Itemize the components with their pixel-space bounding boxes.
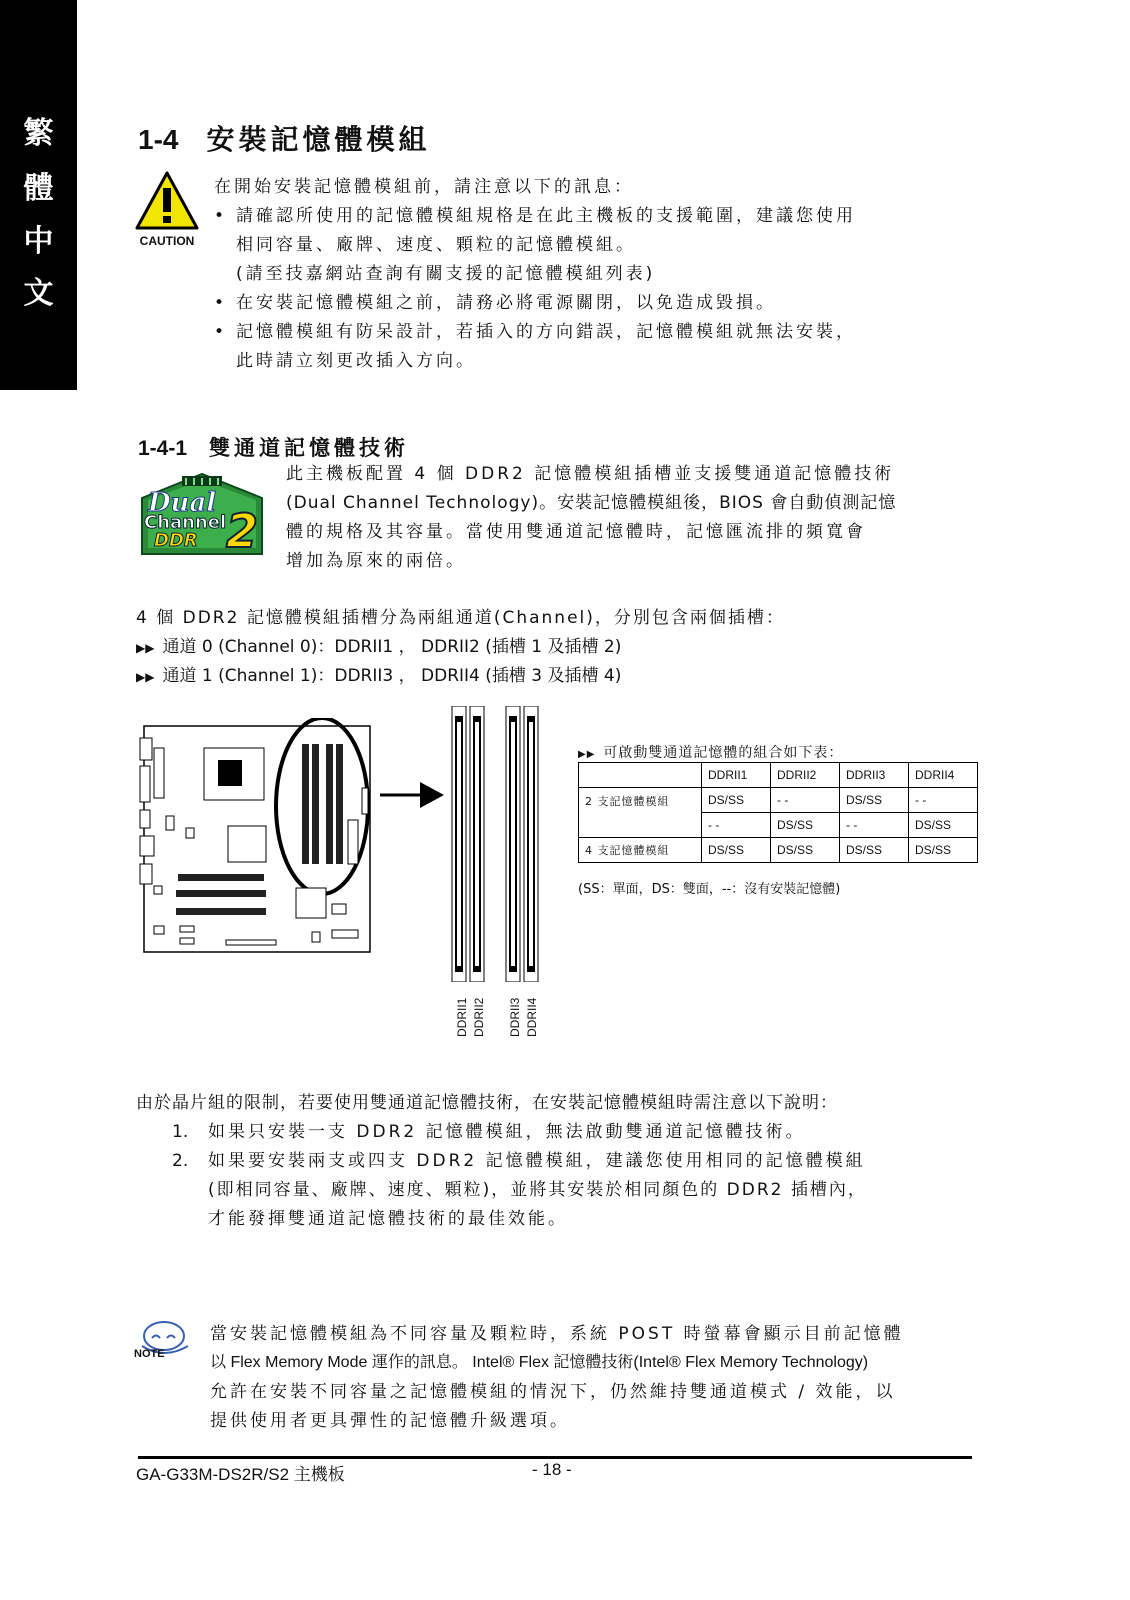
channel-1-text: 通道 1 (Channel 1)：DDRII3 ， DDRII4 (插槽 3 及插槽 4) <box>162 666 622 686</box>
sidebar-char: 繁 <box>23 116 54 151</box>
table-row <box>579 838 978 863</box>
bullet-dot: • <box>214 322 228 342</box>
section-title: 安裝記憶體模組 <box>206 123 431 156</box>
combo-table-wrap <box>578 762 978 863</box>
channels-intro: 4 個 DDR2 記憶體模組插槽分為兩組通道(Channel)，分別包含兩個插槽： <box>136 608 785 628</box>
channel-0-text: 通道 0 (Channel 0)：DDRII1 ， DDRII2 (插槽 1 及插槽 2) <box>162 637 622 657</box>
table-header-cell: DDRII4 <box>909 763 978 788</box>
note-line: 當安裝記憶體模組為不同容量及顆粒時，系統 POST 時螢幕會顯示目前記憶體 <box>210 1324 904 1344</box>
note-line: 提供使用者更具彈性的記憶體升級選項。 <box>210 1411 570 1431</box>
double-arrow-icon: ▶▶ <box>136 641 155 655</box>
logo-text-2: 2 <box>226 504 259 558</box>
table-header-cell: DDRII2 <box>771 763 840 788</box>
table-row-label: 4 支記憶體模組 <box>579 838 702 863</box>
channel-0-line <box>136 632 621 657</box>
sidebar-char: 中 <box>23 224 54 259</box>
slot-label-container <box>508 986 522 1038</box>
slot-label-container <box>472 986 486 1038</box>
caution-bullet-text: 在安裝記憶體模組之前，請務必將電源關閉，以免造成毀損。 <box>236 293 776 313</box>
limits-item-text: 如果要安裝兩支或四支 DDR2 記憶體模組，建議您使用相同的記憶體模組 <box>208 1151 866 1171</box>
table-cell: DS/SS <box>909 838 978 863</box>
table-cell: - - <box>840 813 909 838</box>
subsection-title: 雙通道記憶體技術 <box>209 436 410 460</box>
caution-label: CAUTION <box>139 234 195 248</box>
slot-label: DDRII1 <box>455 997 469 1037</box>
table-row <box>579 763 978 788</box>
limits-item-cont: (即相同容量、廠牌、速度、顆粒)，並將其安裝於相同顏色的 DDR2 插槽內， <box>208 1180 867 1200</box>
section-heading <box>138 118 430 158</box>
bullet-dot: • <box>214 206 228 226</box>
limits-item-number: 1. <box>172 1122 189 1142</box>
table-row <box>579 788 978 813</box>
language-sidebar <box>0 0 77 390</box>
note-label: NOTE <box>134 1348 165 1360</box>
dual-channel-ddr2-logo <box>138 470 266 560</box>
caution-intro: 在開始安裝記憶體模組前，請注意以下的訊息： <box>214 177 634 197</box>
limits-intro: 由於晶片組的限制，若要使用雙通道記憶體技術，在安裝記憶體模組時需注意以下說明： <box>136 1093 838 1113</box>
caution-bullet <box>214 288 776 318</box>
note-icon <box>134 1316 190 1366</box>
table-cell: DS/SS <box>771 813 840 838</box>
limits-item-cont: 才能發揮雙通道記憶體技術的最佳效能。 <box>208 1209 568 1229</box>
table-cell: DS/SS <box>771 838 840 863</box>
right-arrow-icon <box>380 778 444 812</box>
channel-1-line <box>136 661 621 686</box>
table-cell: DS/SS <box>702 788 771 813</box>
dual-intro-line: 增加為原來的兩倍。 <box>286 551 466 571</box>
sidebar-char: 文 <box>23 276 54 311</box>
note-line: 允許在安裝不同容量之記憶體模組的情況下，仍然維持雙通道模式 / 效能，以 <box>210 1382 896 1402</box>
slot-label: DDRII3 <box>508 997 522 1037</box>
combo-legend: (SS：單面，DS：雙面，--：沒有安裝記憶體) <box>578 882 841 897</box>
caution-bullet-text: 記憶體模組有防呆設計，若插入的方向錯誤，記憶體模組就無法安裝， <box>236 322 856 342</box>
combo-table <box>578 762 978 863</box>
combo-caption-text: 可啟動雙通道記憶體的組合如下表： <box>603 745 844 761</box>
caution-bullet-cont: 此時請立刻更改插入方向。 <box>236 351 476 371</box>
limits-item-text: 如果只安裝一支 DDR2 記憶體模組，無法啟動雙通道記憶體技術。 <box>208 1122 806 1142</box>
double-arrow-icon: ▶▶ <box>136 670 155 684</box>
double-arrow-icon: ▶▶ <box>578 749 596 760</box>
dual-intro-line: 此主機板配置 4 個 DDR2 記憶體模組插槽並支援雙通道記憶體技術 <box>286 464 895 484</box>
table-cell: DS/SS <box>909 813 978 838</box>
table-header-cell: DDRII3 <box>840 763 909 788</box>
slot-label-container <box>455 986 469 1038</box>
logo-text-channel: Channel <box>144 512 227 533</box>
caution-bullet-cont: 相同容量、廠牌、速度、顆粒的記憶體模組。 <box>236 235 636 255</box>
limits-item <box>172 1146 866 1176</box>
section-number: 1-4 <box>138 124 179 155</box>
table-cell: DS/SS <box>840 838 909 863</box>
limits-item <box>172 1117 806 1147</box>
dual-intro-line: 體的規格及其容量。當使用雙通道記憶體時，記憶匯流排的頻寬會 <box>286 522 866 542</box>
table-cell: - - <box>702 813 771 838</box>
logo-text-dual: Dual <box>148 488 217 518</box>
page-number: - 18 - <box>532 1460 572 1479</box>
logo-text-ddr: DDR <box>154 530 198 551</box>
caution-bullet <box>214 317 856 347</box>
dimm-slots-zoom <box>450 706 550 982</box>
table-cell: DS/SS <box>702 838 771 863</box>
table-cell: - - <box>771 788 840 813</box>
caution-bullet-text: 請確認所使用的記憶體模組規格是在此主機板的支援範圍，建議您使用 <box>236 206 856 226</box>
note-line: 以 Flex Memory Mode 運作的訊息。 Intel® Flex 記憶體技術(Intel® Flex Memory Technology) <box>210 1354 869 1371</box>
slot-label: DDRII4 <box>525 997 539 1037</box>
caution-bullet <box>214 201 856 231</box>
footer-model: GA-G33M-DS2R/S2 主機板 <box>136 1465 345 1484</box>
table-row-label: 2 支記憶體模組 <box>579 788 702 838</box>
table-header-cell <box>579 763 702 788</box>
table-cell: - - <box>909 788 978 813</box>
limits-item-number: 2. <box>172 1151 189 1171</box>
table-cell: DS/SS <box>840 788 909 813</box>
footer-divider <box>138 1456 972 1459</box>
caution-icon <box>134 170 200 246</box>
combo-caption <box>578 742 843 762</box>
motherboard-diagram <box>136 718 380 958</box>
sidebar-char: 體 <box>23 171 54 206</box>
bullet-dot: • <box>214 293 228 313</box>
dual-intro-line: (Dual Channel Technology)。安裝記憶體模組後，BIOS 會自動偵測記憶 <box>286 493 897 513</box>
slot-label: DDRII2 <box>472 997 486 1037</box>
slot-label-container <box>525 986 539 1038</box>
caution-bullet-cont: (請至技嘉網站查詢有關支援的記憶體模組列表) <box>236 264 656 284</box>
subsection-heading <box>138 432 409 462</box>
subsection-number: 1-4-1 <box>138 437 188 460</box>
table-header-cell: DDRII1 <box>702 763 771 788</box>
